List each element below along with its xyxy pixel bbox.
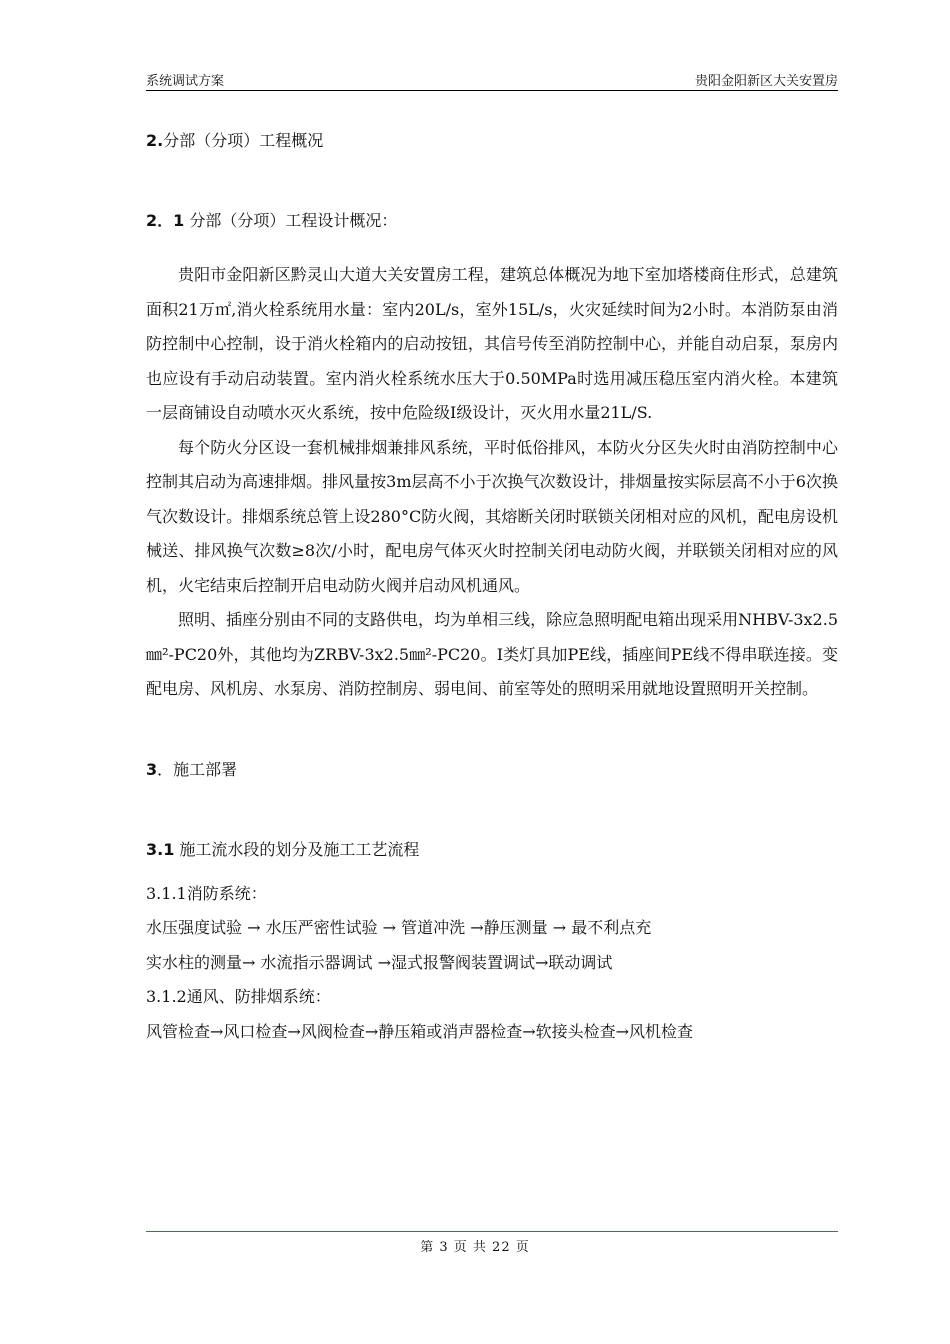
subsection-3-1-1: 3.1.1消防系统： [146, 883, 267, 903]
header-left-title: 系统调试方案 [146, 74, 225, 89]
paragraph-fire-hydrant: 贵阳市金阳新区黔灵山大道大关安置房工程，建筑总体概况为地下室加塔楼商住形式，总建筑面积21万㎡,消火栓系统用水量：室内20L/s，室外15L/s，火灾延续时间为2小时。本消防泵由消防控制中心控制，设于消火栓箱内的启动按钮，其信号传至消防控制中心，并能自动启泵，泵房内也应设有手动启动装置。室内消火栓系统水压大于0.50MPa时选用减压稳压室内消火栓。本建筑一层商铺设自动喷水灭火系统，按中危险级Ⅰ级设计，灭火用水量21L/S. [146, 265, 838, 422]
section-3-title: ．施工部署 [157, 759, 238, 779]
section-2-title: 分部（分项）工程概况 [163, 131, 324, 150]
section-2-1-number: 2．1 [146, 211, 185, 230]
paragraph-lighting: 照明、插座分别由不同的支路供电，均为单相三线，除应急照明配电箱出现采用NHBV-3x2.5㎜²-PC20外，其他均为ZRBV-3x2.5㎜²-PC20。I类灯具加PE线，插座间PE线不得串联连接。变配电房、风机房、水泵房、消防控制房、弱电间、前室等处的照明采用就地设置照明开关控制。 [146, 610, 838, 698]
section-3-1-title: 施工流水段的划分及施工工艺流程 [174, 839, 420, 859]
section-3-heading [146, 753, 838, 787]
document-body [146, 124, 838, 1049]
section-2-1-heading [146, 204, 838, 238]
page-number: 第 3 页 共 22 页 [420, 1240, 530, 1255]
paragraph-smoke-exhaust: 每个防火分区设一套机械排烟兼排风系统，平时低俗排风，本防火分区失火时由消防控制中心控制其启动为高速排烟。排风量按3m层高不小于次换气次数设计，排烟量按实际层高不小于6次换气次数设计。排烟系统总管上设280°C防火阀，其熔断关闭时联锁关闭相对应的风机，配电房设机械送、排风换气次数≥8次/小时，配电房气体灭火时控制关闭电动防火阀，并联锁关闭相对应的风机，火宅结束后控制开启电动防火阀并启动风机通风。 [146, 437, 838, 595]
fire-system-flow-line-2: 实水柱的测量→ 水流指示器调试 →湿式报警阀装置调试→联动调试 [146, 952, 613, 972]
section-2-number: 2. [146, 131, 164, 150]
fire-system-flow-line-1: 水压强度试验 → 水压严密性试验 → 管道冲洗 →静压测量 → 最不利点充 [146, 918, 652, 937]
page-header [146, 68, 838, 91]
section-2-heading [146, 124, 838, 158]
section-3-1-heading [146, 833, 838, 867]
footer-divider [146, 1231, 838, 1232]
section-3-1-number: 3.1 [146, 839, 175, 859]
ventilation-flow-line: 风管检查→风口检查→风阀检查→静压箱或消声器检查→软接头检查→风机检查 [146, 1021, 694, 1041]
section-3-number: 3 [146, 759, 158, 779]
subsection-3-1-2: 3.1.2通风、防排烟系统： [146, 987, 331, 1006]
header-right-title: 贵阳金阳新区大关安置房 [694, 74, 838, 89]
section-2-1-title: 分部（分项）工程设计概况： [189, 211, 398, 230]
